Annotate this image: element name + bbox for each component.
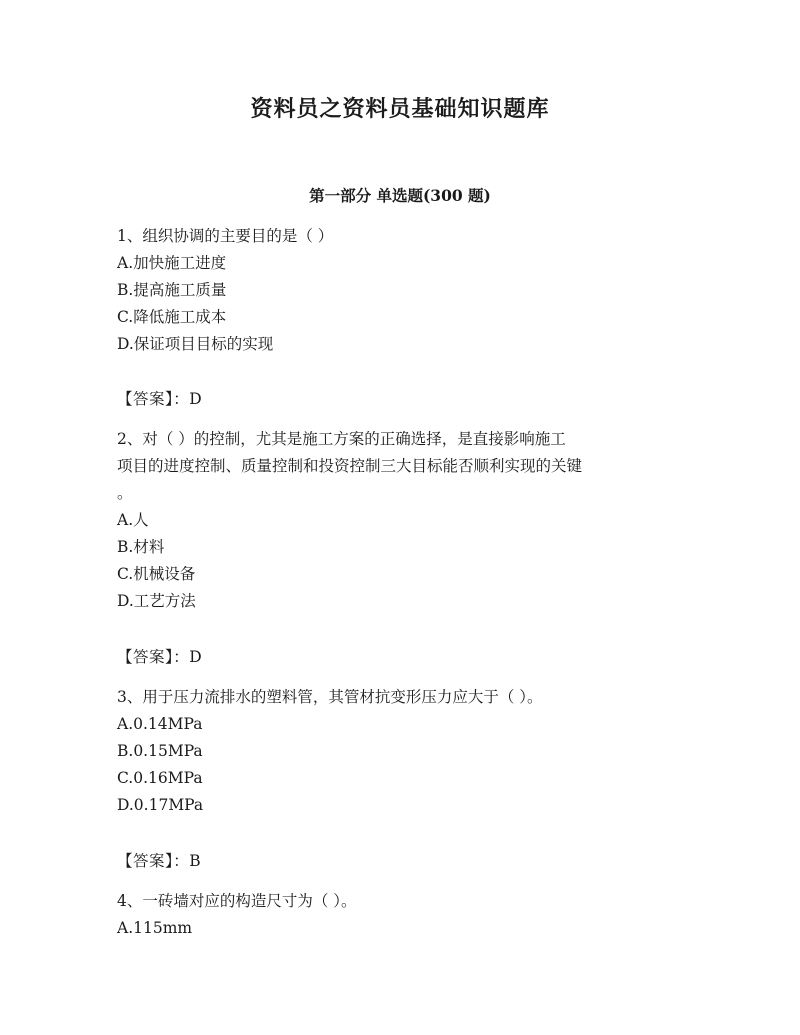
question-1-answer: 【答案】：D <box>117 390 203 408</box>
question-2-option-c: C.机械设备 <box>117 565 196 583</box>
question-3-option-b: B.0.15MPa <box>117 742 203 760</box>
question-3-option-d: D.0.17MPa <box>117 796 204 814</box>
question-1-option-b: B.提高施工质量 <box>117 281 227 299</box>
question-2-option-a: A.人 <box>117 511 149 529</box>
question-2-stem-line-3: 。 <box>117 484 133 502</box>
question-1-option-d: D.保证项目目标的实现 <box>117 335 274 353</box>
question-1-option-a: A.加快施工进度 <box>117 254 227 272</box>
question-1-option-c: C.降低施工成本 <box>117 308 227 326</box>
question-2-answer: 【答案】：D <box>117 648 203 666</box>
question-2-option-b: B.材料 <box>117 538 165 556</box>
question-2-option-d: D.工艺方法 <box>117 592 196 610</box>
question-2-stem-line-2: 项目的进度控制、质量控制和投资控制三大目标能否顺利实现的关键 <box>117 457 583 475</box>
question-4-stem: 4、一砖墙对应的构造尺寸为（ ）。 <box>117 892 357 910</box>
document-title: 资料员之资料员基础知识题库 <box>250 96 550 122</box>
section-title: 第一部分 单选题(300 题) <box>309 186 491 205</box>
question-3-option-a: A.0.14MPa <box>117 715 203 733</box>
question-3-option-c: C.0.16MPa <box>117 769 203 787</box>
question-1-stem: 1、组织协调的主要目的是（ ） <box>117 227 334 245</box>
question-4-option-a: A.115mm <box>117 919 193 937</box>
question-3-stem: 3、用于压力流排水的塑料管，其管材抗变形压力应大于（ ）。 <box>117 688 543 706</box>
question-3-answer: 【答案】：B <box>117 852 202 870</box>
question-2-stem-line-1: 2、对（ ）的控制，尤其是施工方案的正确选择，是直接影响施工 <box>117 430 566 448</box>
